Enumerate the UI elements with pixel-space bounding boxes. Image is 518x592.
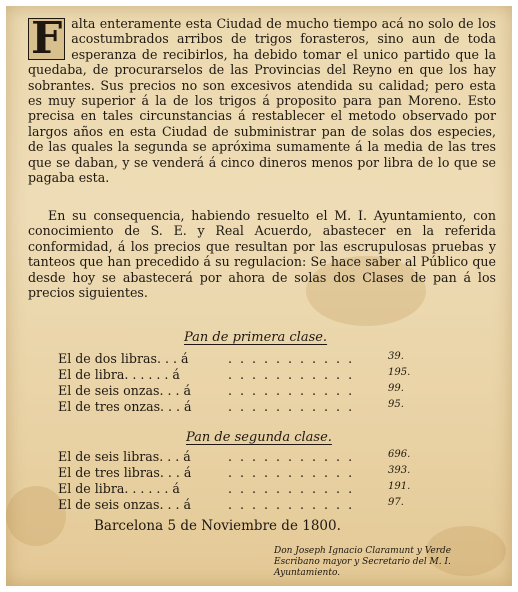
price-value: 696.	[388, 449, 411, 460]
price-row-item: El de seis onzas. . . á	[58, 383, 191, 398]
signature-title: Escribano mayor y Secretario del M. I.	[274, 557, 451, 567]
decorated-initial: F	[28, 18, 65, 60]
price-row-item: El de libra. . . . . . á	[58, 481, 180, 496]
dot-leader: . . . . . . . . . . .	[228, 481, 355, 496]
opening-paragraph	[28, 13, 496, 186]
dot-leader: . . . . . . . . . . .	[228, 383, 355, 398]
dot-leader: . . . . . . . . . . .	[228, 449, 355, 464]
price-value: 95.	[388, 399, 404, 410]
price-row-item: El de seis onzas. . . á	[58, 497, 191, 512]
paper-stain	[6, 486, 66, 546]
price-value: 97.	[388, 497, 404, 508]
dot-leader: . . . . . . . . . . .	[228, 399, 355, 414]
dot-leader: . . . . . . . . . . .	[228, 465, 355, 480]
second-paragraph: En su consequencia, habiendo resuelto el M. I. Ayuntamiento, con conocimiento de S. E. y Real Acuerdo, abastecer en la referida conformidad, á los precios que resultan por las escrupulosas pruebas y tanteos que han precedido á su regulacion: Se hace saber al Público que desde hoy se abastecerá por ahora de solas dos Clases de pan á los precios siguientes.	[28, 208, 496, 301]
dot-leader: . . . . . . . . . . .	[228, 367, 355, 382]
price-value: 195.	[388, 367, 411, 378]
dot-leader: . . . . . . . . . . .	[228, 351, 355, 366]
price-row-item: El de seis libras. . . á	[58, 449, 191, 464]
signature-name: Don Joseph Ignacio Claramunt y Verde	[274, 546, 452, 556]
price-value: 99.	[388, 383, 404, 394]
dot-leader: . . . . . . . . . . .	[228, 497, 355, 512]
price-row-item: El de tres onzas. . . á	[58, 399, 192, 414]
price-row-item: El de tres libras. . . á	[58, 465, 192, 480]
price-value: 39.	[388, 351, 404, 362]
opening-paragraph-text: alta enteramente esta Ciudad de mucho tiempo acá no solo de los acostumbrados arribos de trigos forasteros, sino aun de toda esperanza de recibirlos, ha debido tomar el unico partido que la quedaba, de procurarselos de las Provincias del Reyno en que los hay sobrantes. Sus precios no son excesivos atendida su calidad; pero esta es muy superior á la de los trigos á proposito para pan Moreno. Esto precisa en tales circunstancias á restablecer el metodo observado por largos años en esta Ciudad de subministrar pan de solas dos especies, de las quales la segunda se apróxima sumamente á la media de las tres que se daban, y se venderá á cinco dineros menos por libra de lo que se pagaba esta.	[28, 16, 496, 186]
price-row-item: El de dos libras. . . á	[58, 351, 189, 366]
signature-block	[274, 546, 504, 579]
printed-edict	[6, 6, 512, 586]
section-heading-first-class: Pan de primera clase.	[184, 330, 328, 345]
dateline: Barcelona 5 de Noviembre de 1800.	[94, 518, 341, 534]
section-heading-second-class: Pan de segunda clase.	[186, 430, 332, 445]
price-row-item: El de libra. . . . . . á	[58, 367, 180, 382]
signature-office: Ayuntamiento.	[274, 568, 341, 578]
price-value: 191.	[388, 481, 411, 492]
price-value: 393.	[388, 465, 411, 476]
